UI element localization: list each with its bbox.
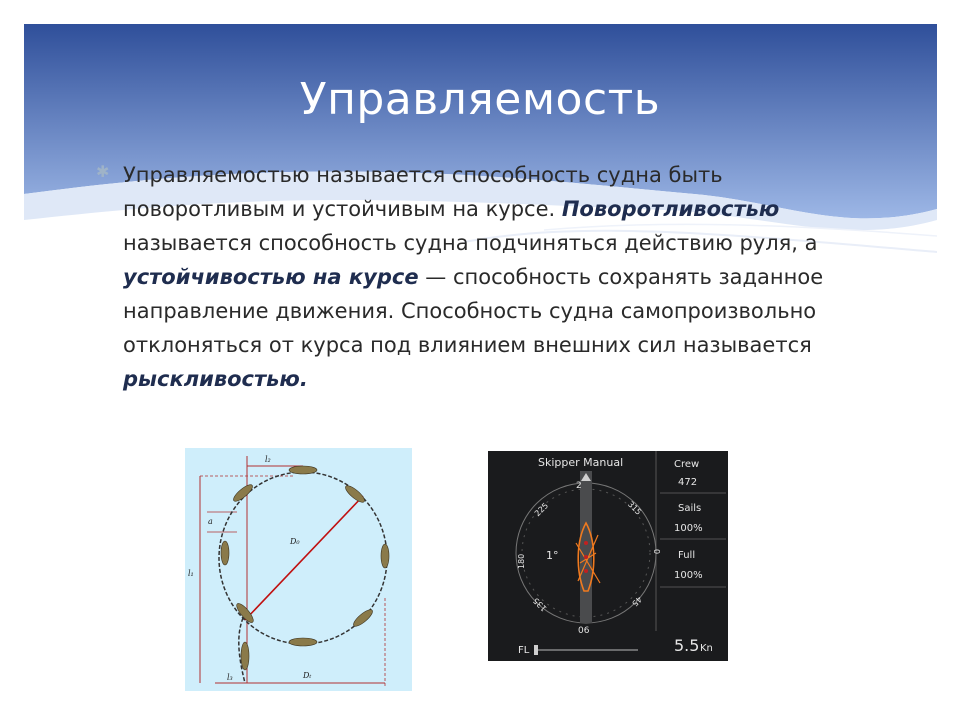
speed-mode-label: Full <box>678 550 696 561</box>
speed-value: 5.5 <box>674 636 700 655</box>
paragraph-text: Управляемостью называется способность судна быть поворотливым и устойчивым на курсе. <box>123 163 723 221</box>
fl-label: FL <box>518 645 530 656</box>
panel-header: Skipper Manual <box>538 456 624 469</box>
definition-paragraph <box>123 158 873 396</box>
skipper-manual-panel <box>488 451 728 661</box>
speed-unit: Kn <box>700 643 713 654</box>
compass-mark: 135 <box>531 595 549 614</box>
crew-label: Crew <box>674 459 700 470</box>
label-d0: D₀ <box>290 537 300 546</box>
term-turnability: Поворотливостью <box>561 197 780 221</box>
label-dt: Dₜ <box>303 671 312 680</box>
paragraph-text: — способность сохранять заданное направление движения. Способность судна самопроизвольно отклоняться от курса под влиянием внешних сил называется <box>123 265 824 357</box>
throttle-handle[interactable] <box>534 645 538 655</box>
paragraph-text: называется способность судна подчиняться действию руля, а <box>123 231 818 255</box>
compass-mark: 06 <box>578 626 590 636</box>
compass-mark: 315 <box>625 499 644 517</box>
label-l2: l₂ <box>265 455 271 464</box>
bullet-icon: ✱ <box>96 162 110 181</box>
compass-mark: 225 <box>532 501 551 519</box>
term-course-stability: устойчивостью на курсе <box>123 265 419 289</box>
slide-title: Управляемость <box>299 74 661 125</box>
term-yawing: рыскливостью. <box>123 367 308 391</box>
label-l1: l₁ <box>188 569 194 578</box>
compass-mark: 2 <box>576 481 582 491</box>
ship-icons <box>221 466 389 670</box>
sails-value: 100% <box>674 523 703 534</box>
heading-readout: 1° <box>546 549 559 562</box>
turning-circle-diagram <box>185 448 412 691</box>
label-a: a <box>208 517 213 526</box>
sails-label: Sails <box>678 503 702 514</box>
crew-value: 472 <box>678 477 698 488</box>
compass-mark: 180 <box>517 553 526 569</box>
speed-mode-value: 100% <box>674 570 703 581</box>
compass-mark: 45 <box>629 594 644 609</box>
label-l3: l₃ <box>227 673 233 682</box>
compass-mark: 0 <box>652 549 661 555</box>
